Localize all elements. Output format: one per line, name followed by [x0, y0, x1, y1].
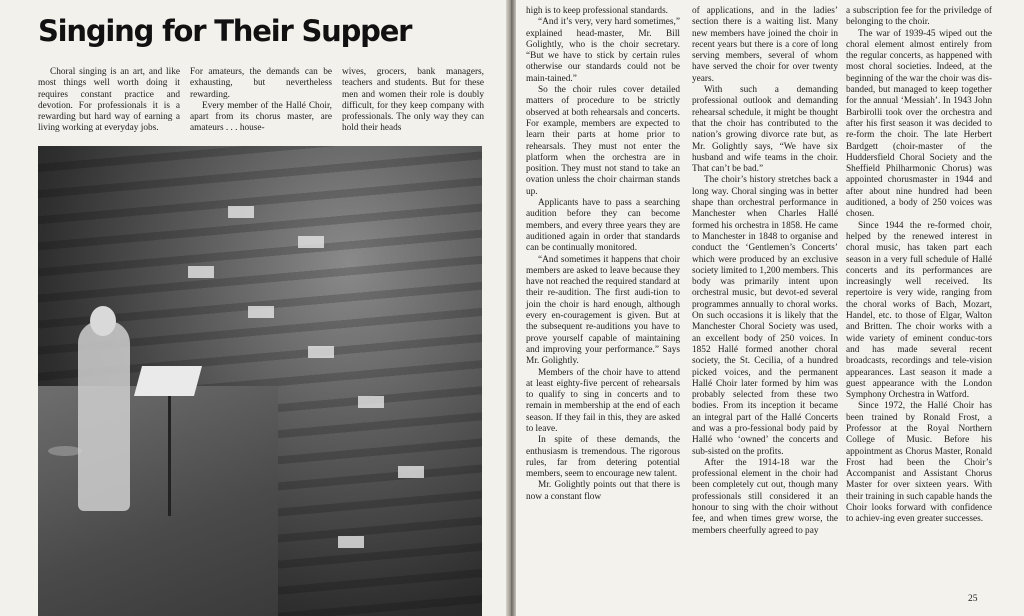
paragraph: So the choir rules cover detailed matters of procedure to be strictly observed at both rehearsals and concerts. For example, members are expected to learn their parts at home prior to rehearsals. They must not enter the platform when the orchestra are in position. They must not stand to take an ovation unless the choir chairman stands up.: [526, 85, 680, 197]
music-stand-leg: [168, 396, 171, 516]
paragraph: Members of the choir have to attend at least eighty-five percent of rehearsals to qualify to sing in concerts and to remain in membership at the end of each season. If they fail in this, they are asked to leave.: [526, 367, 680, 434]
paragraph: of applications, and in the ladies’ section there is a waiting list. Many new members have joined the choir in recent years but there is a core of long serving members, several of whom have served the choir for over twenty years.: [692, 6, 838, 84]
paragraph: Applicants have to pass a searching audition before they can become members, and every three years they are auditioned again in order that standards can be continually monitored.: [526, 198, 680, 254]
paragraph: Since 1944 the re-formed choir, helped by the renewed interest in choral music, has taken part each season in a very full schedule of Hallé concerts and its performances are increasingly well received. Its repertoire is very wide, ranging from the choral works of Bach, Mozart, Handel, etc. to those of Elgar, Walton and Britten. The choir works with a wide variety of eminent conduc-tors and has made several recent broadcasts, recordings and tele-vision appearances. Last season it made a guest appearance with the London Symphony Orchestra in Watford.: [846, 220, 992, 401]
paragraph: wives, grocers, bank managers, teachers and students. But for these men and women their role is doubly difficult, for they keep company with professionals. The only way they can hold their heads: [342, 67, 484, 134]
music-stand: [134, 366, 202, 396]
article-title: Singing for Their Supper: [38, 14, 412, 48]
music-score: [338, 536, 364, 548]
right-column-1: [526, 6, 680, 503]
conductor-figure: [78, 321, 130, 511]
left-column-3: [342, 67, 484, 135]
paragraph: high is to keep professional standards.: [526, 6, 669, 16]
music-score: [188, 266, 214, 278]
music-score: [308, 346, 334, 358]
paragraph: “And sometimes it happens that choir members are asked to leave because they have not reached the required standard at their re-audition. The first audi-tion to join the choir is hard enough, although every en-couragement is given. But at the subsequent re-auditions you have to prove yourself capable of maintaining and improving your performance.” Says Mr. Golightly.: [526, 254, 680, 367]
page-number: 25: [968, 594, 978, 604]
paragraph: Every member of the Hallé Choir, apart from its chorus master, are amateurs . . . house-: [190, 100, 332, 134]
stool: [48, 446, 82, 456]
music-score: [398, 466, 424, 478]
paragraph: Choral singing is an art, and like most things well worth doing it requires constant practice and devotion. For professionals it is a rewarding but hard way of earning a living working at everyday jobs.: [38, 67, 180, 134]
left-column-1: [38, 67, 180, 135]
paragraph: In spite of these demands, the enthusiasm is tremendous. The rigorous rules, far from detering potential members, seem to encourage new talent.: [526, 435, 680, 480]
paragraph: “And it’s very, very hard sometimes,” explained head-master, Mr. Bill Golightly, who is the choir secretary. “But we have to stick by certain rules otherwise our standards could not be main-tained.”: [526, 17, 680, 84]
page-gutter: [506, 0, 516, 616]
music-score: [298, 236, 324, 248]
right-column-2: [692, 6, 838, 537]
music-score: [358, 396, 384, 408]
stage-floor: [38, 386, 278, 616]
music-score: [228, 206, 254, 218]
paragraph: Since 1972, the Hallé Choir has been trained by Ronald Frost, a Professor at the Royal Northern College of Music. Before his appointment as Chorus Master, Ronald Frost had been the Choir’s Accompanist and Assistant Chorus Master for over sixteen years. With their training in such capable hands the Choir looks forward with confidence to achiev-ing even greater successes.: [846, 401, 992, 525]
paragraph: a subscription fee for the priviledge of belonging to the choir.: [846, 6, 992, 28]
right-column-3: [846, 6, 992, 526]
paragraph: The war of 1939-45 wiped out the choral element almost entirely from the regular concerts, as happened with most choral societies. Indeed, at the beginning of the war the choir was dis-banded, but managed to keep together for the annual ‘Messiah’. In 1943 John Barbirolli took over the orchestra and after his first season it was decided to re-form the choir. The late Herbert Bardgett (choir-master of the Huddersfield Choral Society and the Sheffield Philharmonic Chorus) was appointed chorusmaster in 1944 and after about nine hundred had been auditioned, a body of 250 voices was chosen.: [846, 28, 992, 220]
paragraph: After the 1914-18 war the professional element in the choir had been completely cut out, though many professionals still considered it an honour to sing with the choir without fee, and when times grew worse, the members cheerfully agreed to pay: [692, 457, 838, 536]
paragraph: With such a demanding professional outlook and demanding rehearsal schedule, it might be thought that the choir has contributed to the nation’s growing divorce rate but, as Mr. Golightly says, “We have six husband and wife teams in the choir. That can’t be bad.”: [692, 85, 838, 175]
choir-rehearsal-photo: [38, 146, 482, 616]
paragraph: The choir’s history stretches back a long way. Choral singing was in better shape than orchestral performance in Manchester when Charles Hallé formed his orchestra in 1858. He came to Manchester in 1848 to organise and conduct the ‘Gentlemen’s Concerts’ which were produced by an exclusive society limited to 1,200 members. This body was primarily intent upon orchestral music, but devot-ed several programmes annually to choral works. On such occasions it is likely that the Manchester Choral Society was used, an excellent body of 250 voices. In 1852 Hallé formed another choral society, the St. Cecilia, of a hundred picked voices, and the permanent Hallé Choir later formed by him was probably selected from these two bodies. From its inception it became an integral part of the Hallé Concerts and was a pro-fessional body paid by Hallé who ‘owned’ the concerts and sub-sisted on the profits.: [692, 175, 838, 457]
music-score: [248, 306, 274, 318]
left-column-2: [190, 67, 332, 135]
conductor-head: [90, 306, 116, 336]
paragraph: For amateurs, the demands can be exhausting, but nevertheless rewarding.: [190, 67, 332, 100]
paragraph: Mr. Golightly points out that there is now a constant flow: [526, 480, 680, 502]
